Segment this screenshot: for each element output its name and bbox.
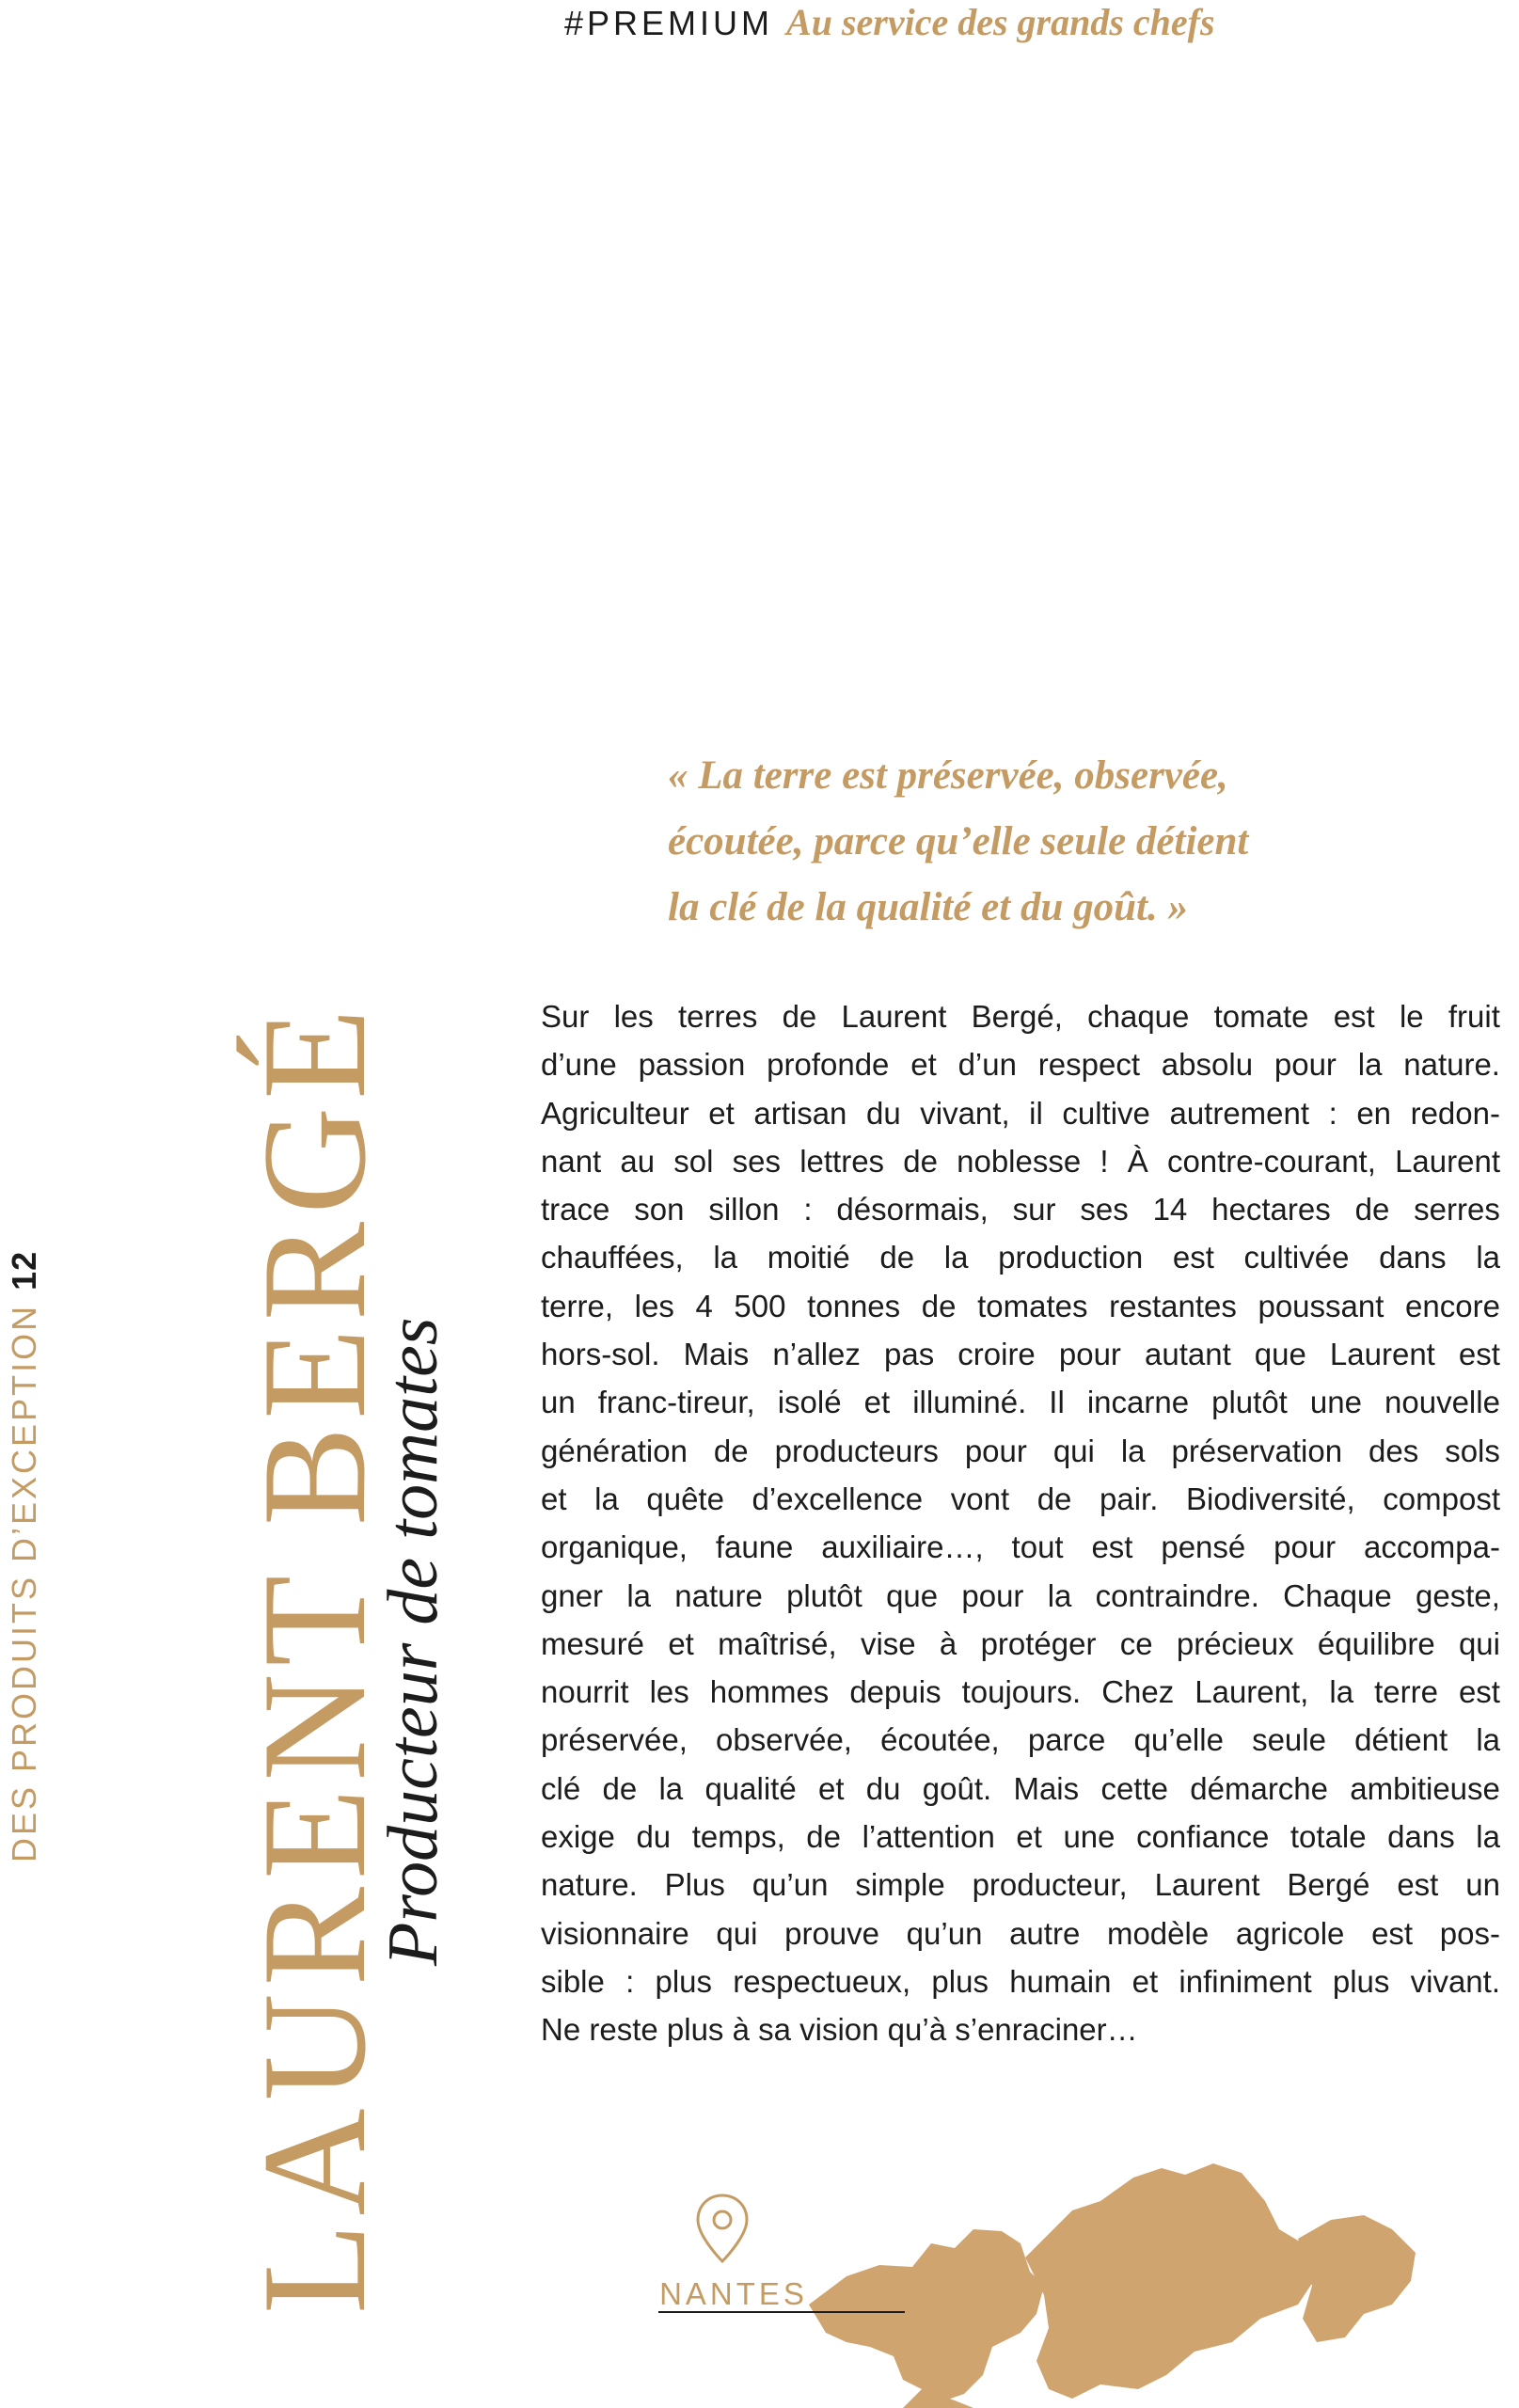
body-line: d’une passion profonde et d’un respect absolu pour la nature. xyxy=(541,1047,1500,1083)
map-region-center xyxy=(1025,2163,1317,2399)
producer-role: Producteur de tomates xyxy=(373,1317,452,1966)
body-line: un franc-tireur, isolé et illuminé. Il incarne plutôt une nouvelle xyxy=(541,1385,1500,1420)
body-line: terre, les 4 500 tonnes de tomates restantes poussant encore xyxy=(541,1288,1500,1323)
body-line: chauffées, la moitié de la production est cultivée dans la xyxy=(541,1240,1500,1275)
body-line: Agriculteur et artisan du vivant, il cultive autrement : en redon- xyxy=(541,1095,1500,1131)
body-line: Sur les terres de Laurent Bergé, chaque tomate est le fruit xyxy=(541,999,1500,1034)
location-city: NANTES xyxy=(659,2276,808,2311)
quote-line: la clé de la qualité et du goût. » xyxy=(668,885,1188,929)
body-line: trace son sillon : désormais, sur ses 14 hectares de serres xyxy=(541,1192,1500,1228)
body-line: sible : plus respectueux, plus humain et infiniment plus vivant. xyxy=(541,1963,1500,1999)
body-line: visionnaire qui prouve qu’un autre modèle agricole est pos- xyxy=(541,1915,1500,1951)
header-tag: #PREMIUM xyxy=(564,4,774,42)
body-line: gner la nature plutôt que pour la contraindre. Chaque geste, xyxy=(541,1577,1500,1613)
region-map xyxy=(790,2154,1505,2408)
body-line: nature. Plus qu’un simple producteur, Laurent Bergé est un xyxy=(541,1867,1500,1903)
body-line: organique, faune auxiliaire…, tout est pensé pour accompa- xyxy=(541,1529,1500,1565)
page-number: 12 xyxy=(5,1250,43,1291)
body-line: et la quête d’excellence vont de pair. Biodiversité, compost xyxy=(541,1481,1500,1516)
map-region-west xyxy=(809,2229,1044,2400)
body-line: nourrit les hommes depuis toujours. Chez Laurent, la terre est xyxy=(541,1674,1500,1710)
body-line: préservée, observée, écoutée, parce qu’elle seule détient la xyxy=(541,1722,1500,1758)
body-line: nant au sol ses lettres de noblesse ! À contre-courant, Laurent xyxy=(541,1143,1500,1179)
quote-line: écoutée, parce qu’elle seule détient xyxy=(668,819,1249,863)
location-pin-icon xyxy=(692,2192,752,2267)
body-line: Ne reste plus à sa vision qu’à s’enraciner… xyxy=(541,2012,1138,2048)
article-body xyxy=(541,992,1500,2054)
body-line: génération de producteurs pour qui la préservation des sols xyxy=(541,1433,1500,1468)
pull-quote xyxy=(668,743,1477,941)
body-line: mesuré et maîtrisé, vise à protéger ce précieux équilibre qui xyxy=(541,1625,1500,1661)
header-tagline: Au service des grands chefs xyxy=(786,1,1215,43)
quote-line: « La terre est préservée, observée, xyxy=(668,753,1228,798)
page-header xyxy=(564,0,1215,41)
body-line: clé de la qualité et du goût. Mais cette démarche ambitieuse xyxy=(541,1770,1500,1806)
producer-name: LAURENT BERGÉ xyxy=(232,1001,397,2314)
body-line: hors-sol. Mais n’allez pas croire pour autant que Laurent est xyxy=(541,1337,1500,1372)
section-label xyxy=(0,1251,49,1862)
location-divider xyxy=(658,2311,905,2313)
map-region-east xyxy=(1298,2215,1416,2342)
section-title: DES PRODUITS D’EXCEPTION xyxy=(5,1303,43,1862)
body-line: exige du temps, de l’attention et une confiance totale dans la xyxy=(541,1819,1500,1855)
